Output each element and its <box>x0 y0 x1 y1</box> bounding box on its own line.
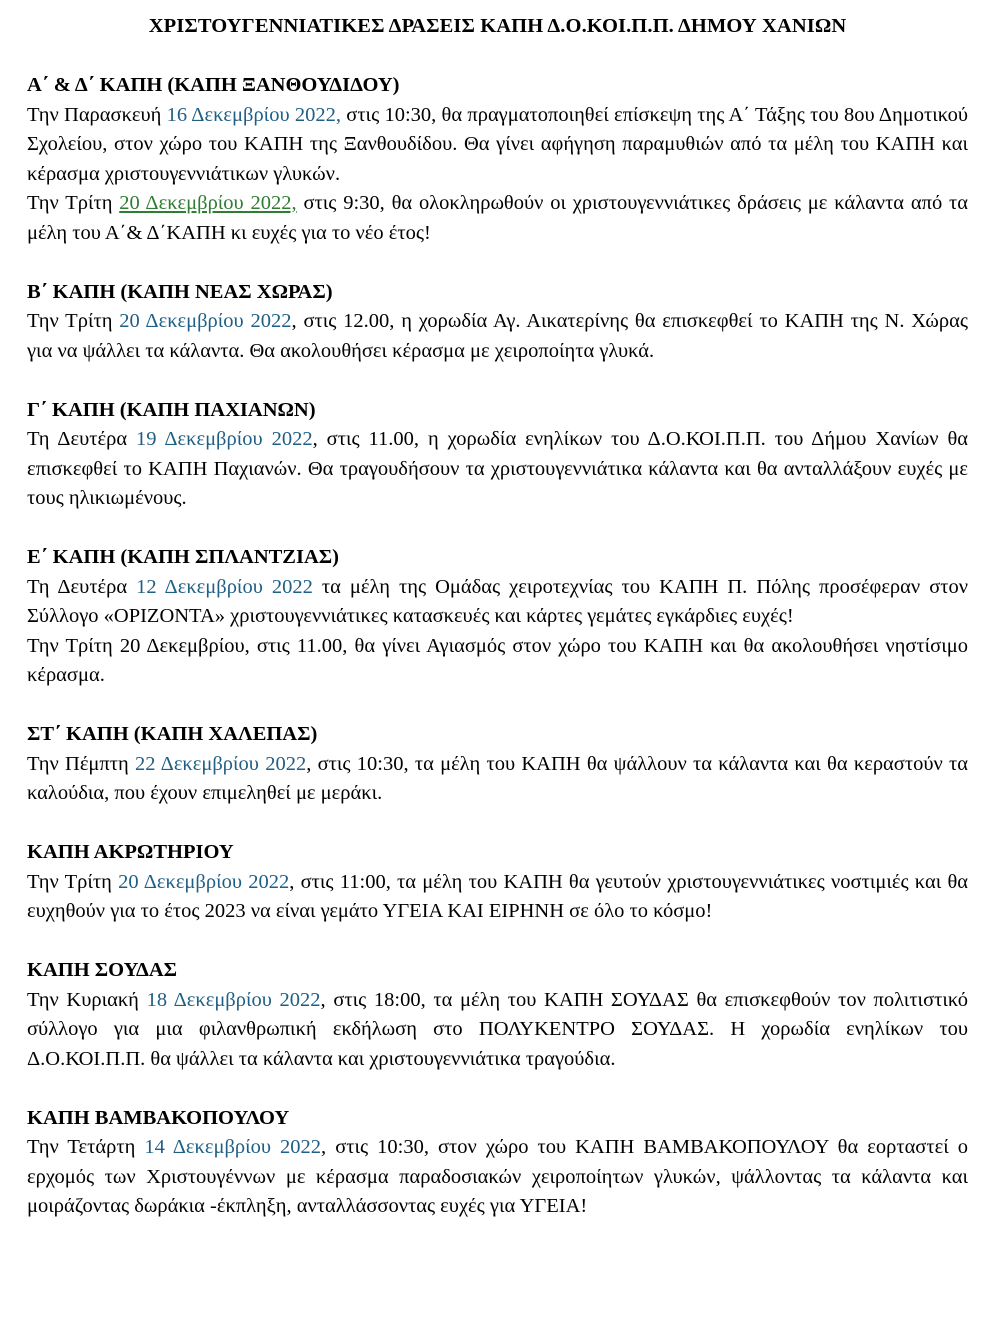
section-heading: Γ΄ ΚΑΠΗ (ΚΑΠΗ ΠΑΧΙΑΝΩΝ) <box>27 398 316 421</box>
para-text: , στις 10:30, τα μέλη του ΚΑΠΗ θα ψάλλουν τα κάλαντα και θα κεραστούν τα καλούδια, που έχουν επιμεληθεί με μεράκι. <box>27 752 968 804</box>
section-neas-choras <box>27 278 968 367</box>
section-akrotiriou <box>27 838 968 927</box>
event-date: 12 Δεκεμβρίου 2022 <box>136 575 313 598</box>
para-text: Τη Δευτέρα <box>27 428 137 450</box>
section-paragraph <box>27 101 968 190</box>
event-date-link[interactable]: 20 Δεκεμβρίου 2022, <box>119 192 297 214</box>
event-date: 22 Δεκεμβρίου 2022 <box>135 752 307 775</box>
section-paragraph <box>27 425 968 514</box>
section-paragraph <box>27 986 968 1075</box>
para-text: Τη Δευτέρα <box>27 575 137 598</box>
section-heading: Α΄ & Δ΄ ΚΑΠΗ (ΚΑΠΗ ΞΑΝΘΟΥΔΙΔΟΥ) <box>27 74 400 96</box>
para-text: , στις 11:00, τα μέλη του ΚΑΠΗ θα γευτούν χριστουγεννιάτικες νοστιμιές και θα ευχηθούν για το έτος 2023 να είναι γεμάτο ΥΓΕΙΑ ΚΑΙ ΕΙΡΗΝΗ σε όλο το κόσμο! <box>27 870 968 922</box>
section-vamvakopoulou <box>27 1104 968 1222</box>
section-paragraph <box>27 189 968 248</box>
event-date: 20 Δεκεμβρίου 2022 <box>118 870 290 893</box>
para-text: , στις 18:00, τα μέλη του ΚΑΠΗ ΣΟΥΔΑΣ θα επισκεφθούν τον πολιτιστικό σύλλογο για μια φιλανθρωπική εκδήλωση στο ΠΟΛΥΚΕΝΤΡΟ ΣΟΥΔΑΣ. Η χορωδία ενηλίκων του Δ.Ο.ΚΟΙ.Π.Π. θα ψάλλει τα κάλαντα και χριστουγεννιάτικα τραγούδια. <box>27 988 969 1070</box>
section-heading: ΚΑΠΗ ΑΚΡΩΤΗΡΙΟΥ <box>27 841 234 863</box>
section-paragraph <box>27 307 968 366</box>
event-date: 14 Δεκεμβρίου 2022 <box>144 1136 322 1158</box>
para-text: Την Τρίτη <box>27 310 120 332</box>
para-text: στις 10:30, θα πραγματοποιηθεί επίσκεψη της Α΄ Τάξης του 8ου Δημοτικού Σχολείου, στον χώρο του ΚΑΠΗ της Ξανθουδίδου. Θα γίνει αφήγηση παραμυθιών από τα μέλη του ΚΑΠΗ και κέρασμα χριστουγεννιάτικων γλυκών. <box>27 103 968 185</box>
section-xanthoudidou <box>27 71 968 248</box>
section-heading: Β΄ ΚΑΠΗ (ΚΑΠΗ ΝΕΑΣ ΧΩΡΑΣ) <box>27 280 333 303</box>
para-text: Την Παρασκευή <box>27 103 167 126</box>
para-text: , στις 12.00, η χορωδία Αγ. Αικατερίνης θα επισκεφθεί το ΚΑΠΗ της Ν. Χώρας για να ψάλλει τα κάλαντα. Θα ακολουθήσει κέρασμα με χειροποίητα γλυκά. <box>27 310 969 362</box>
para-text: , στις 10:30, στον χώρο του ΚΑΠΗ ΒΑΜΒΑΚΟΠΟΥΛΟΥ θα εορταστεί ο ερχομός των Χριστουγέννων με κέρασμα παραδοσιακών χειροποίητων γλυκών, ψάλλοντας τα κάλαντα και μοιράζοντας δωράκια -έκπληξη, ανταλλάσσοντας ευχές για ΥΓΕΙΑ! <box>27 1136 968 1217</box>
event-date: 16 Δεκεμβρίου 2022, <box>166 103 341 126</box>
section-paragraph <box>27 750 968 809</box>
section-chalepas <box>27 720 968 809</box>
para-text: στις 9:30, θα ολοκληρωθούν οι χριστουγεννιάτικες δράσεις με κάλαντα από τα μέλη του Α΄& Δ΄ΚΑΠΗ κι ευχές για το νέο έτος! <box>27 192 968 244</box>
section-paragraph <box>27 573 968 632</box>
section-heading: ΚΑΠΗ ΒΑΜΒΑΚΟΠΟΥΛΟΥ <box>27 1106 290 1129</box>
section-heading: Ε΄ ΚΑΠΗ (ΚΑΠΗ ΣΠΛΑΝΤΖΙΑΣ) <box>27 546 339 568</box>
para-text: Την Τετάρτη <box>27 1136 145 1158</box>
para-text: , στις 11.00, η χορωδία ενηλίκων του Δ.Ο.ΚΟΙ.Π.Π. του Δήμου Χανίων θα επισκεφθεί το ΚΑΠΗ Παχιανών. Θα τραγουδήσουν τα χριστουγεννιάτικα κάλαντα και θα ανταλλάξουν ευχές με τους ηλικιωμένους. <box>27 428 969 509</box>
section-soudas <box>27 956 968 1074</box>
para-text: Την Τρίτη <box>27 870 119 893</box>
para-text: Την Πέμπτη <box>27 752 135 775</box>
section-splantzias <box>27 543 968 691</box>
section-paragraph <box>27 868 968 927</box>
section-heading: ΣΤ΄ ΚΑΠΗ (ΚΑΠΗ ΧΑΛΕΠΑΣ) <box>27 723 318 745</box>
section-heading: ΚΑΠΗ ΣΟΥΔΑΣ <box>27 959 178 981</box>
event-date: 20 Δεκεμβρίου 2022 <box>119 310 292 332</box>
para-text: τα μέλη της Ομάδας χειροτεχνίας του ΚΑΠΗ Π. Πόλης προσέφεραν στον Σύλλογο «ΟΡΙΖΟΝΤΑ» χριστουγεννιάτικες κατασκευές και κάρτες γεμάτες εγκάρδιες ευχές! <box>27 575 968 627</box>
document-title: ΧΡΙΣΤΟΥΓΕΝΝΙΑΤΙΚΕΣ ΔΡΑΣΕΙΣ ΚΑΠΗ Δ.Ο.ΚΟΙ.Π.Π. ΔΗΜΟΥ ΧΑΝΙΩΝ <box>148 15 847 37</box>
section-pachianon <box>27 396 968 514</box>
para-text: Την Τρίτη <box>27 192 120 214</box>
event-date: 19 Δεκεμβρίου 2022 <box>136 428 313 450</box>
section-paragraph <box>27 1133 968 1222</box>
para-text: Την Κυριακή <box>27 988 147 1011</box>
event-date: 18 Δεκεμβρίου 2022 <box>146 988 321 1011</box>
section-paragraph: Την Τρίτη 20 Δεκεμβρίου, στις 11.00, θα γίνει Αγιασμός στον χώρο του ΚΑΠΗ και θα ακολουθήσει νηστίσιμο κέρασμα. <box>27 634 968 686</box>
